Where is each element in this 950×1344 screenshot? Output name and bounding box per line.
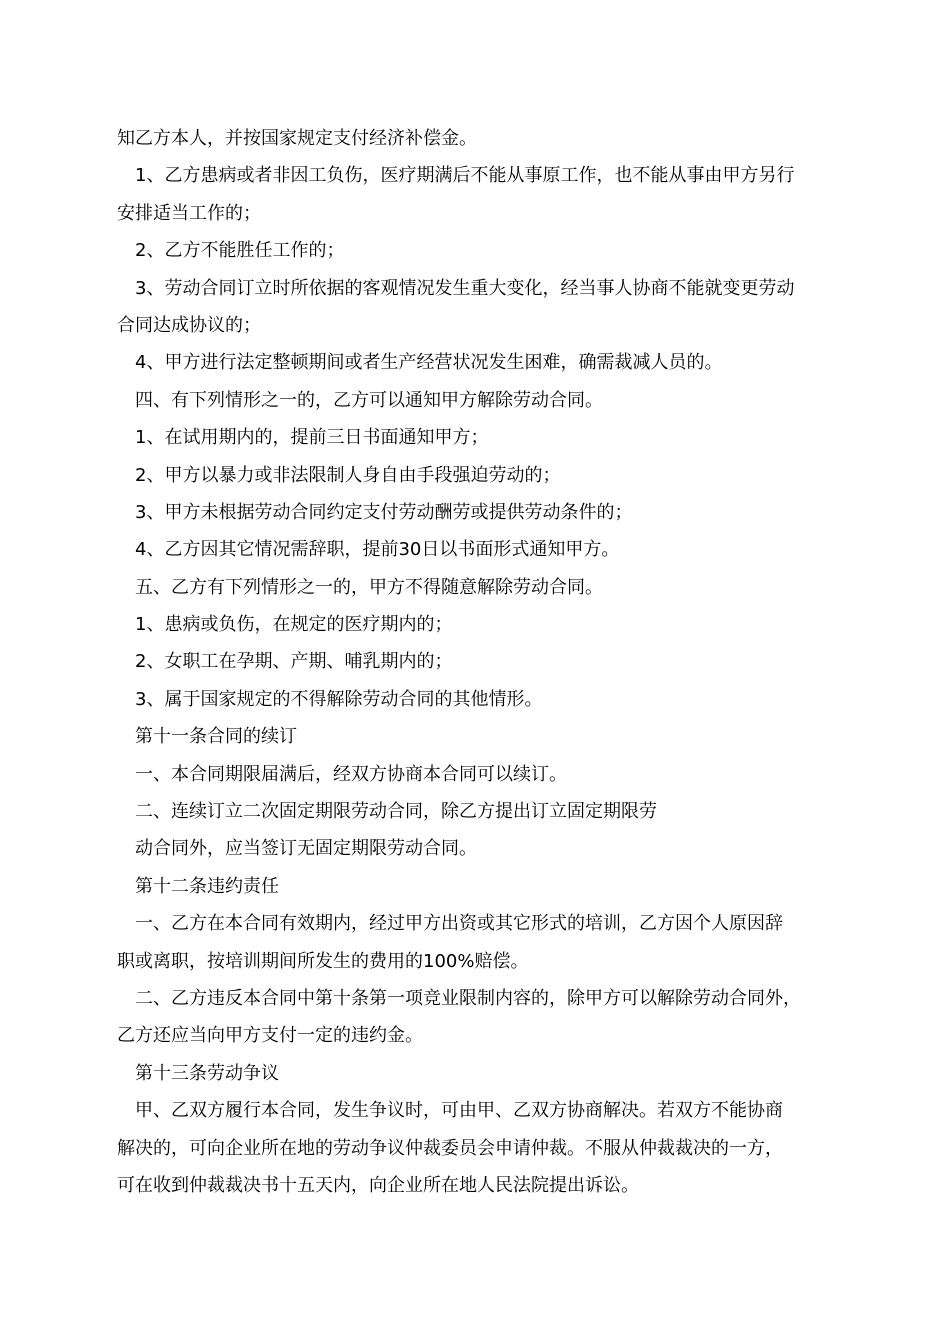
- paragraph-line: 甲、乙双方履行本合同，发生争议时，可由甲、乙双方协商解决。若双方不能协商: [135, 1100, 783, 1122]
- paragraph-line: 2、女职工在孕期、产期、哺乳期内的；: [135, 651, 453, 673]
- paragraph-line: 解决的，可向企业所在地的劳动争议仲裁委员会申请仲裁。不服从仲裁裁决的一方，: [117, 1137, 783, 1159]
- paragraph-line: 第十三条劳动争议: [135, 1062, 279, 1084]
- paragraph-line: 动合同外，应当签订无固定期限劳动合同。: [135, 838, 477, 860]
- paragraph-line: 五、乙方有下列情形之一的，甲方不得随意解除劳动合同。: [135, 576, 603, 598]
- paragraph-line: 1、患病或负伤，在规定的医疗期内的；: [135, 614, 453, 636]
- paragraph-line: 乙方还应当向甲方支付一定的违约金。: [117, 1025, 423, 1047]
- paragraph-line: 二、连续订立二次固定期限劳动合同，除乙方提出订立固定期限劳: [135, 801, 657, 823]
- paragraph-line: 安排适当工作的；: [117, 202, 261, 224]
- paragraph-line: 4、乙方因其它情况需辞职，提前30日以书面形式通知甲方。: [135, 539, 620, 561]
- paragraph-line: 四、有下列情形之一的，乙方可以通知甲方解除劳动合同。: [135, 389, 603, 411]
- paragraph-line: 知乙方本人，并按国家规定支付经济补偿金。: [117, 128, 477, 149]
- paragraph-line: 3、甲方未根据劳动合同约定支付劳动酬劳或提供劳动条件的；: [135, 501, 633, 523]
- paragraph-line: 职或离职，按培训期间所发生的费用的100%赔偿。: [117, 950, 529, 972]
- paragraph-line: 一、本合同期限届满后，经双方协商本合同可以续订。: [135, 763, 567, 785]
- paragraph-line: 第十二条违约责任: [135, 875, 279, 897]
- paragraph-line: 二、乙方违反本合同中第十条第一项竞业限制内容的，除甲方可以解除劳动合同外，: [135, 987, 801, 1009]
- paragraph-line: 2、乙方不能胜任工作的；: [135, 240, 345, 262]
- paragraph-line: 4、甲方进行法定整顿期间或者生产经营状况发生困难，确需裁减人员的。: [135, 352, 723, 374]
- paragraph-line: 1、乙方患病或者非因工负伤，医疗期满后不能从事原工作，也不能从事由甲方另行: [135, 165, 795, 187]
- paragraph-line: 1、在试用期内的，提前三日书面通知甲方；: [135, 427, 489, 449]
- paragraph-line: 合同达成协议的；: [117, 314, 261, 336]
- paragraph-line: 可在收到仲裁裁决书十五天内，向企业所在地人民法院提出诉讼。: [117, 1174, 639, 1196]
- paragraph-line: 3、劳动合同订立时所依据的客观情况发生重大变化，经当事人协商不能就变更劳动: [135, 277, 795, 299]
- document-body: [117, 120, 837, 1204]
- paragraph-line: 2、甲方以暴力或非法限制人身自由手段强迫劳动的；: [135, 464, 561, 486]
- paragraph-line: 第十一条合同的续订: [135, 726, 297, 748]
- paragraph-line: 一、乙方在本合同有效期内，经过甲方出资或其它形式的培训，乙方因个人原因辞: [135, 913, 783, 935]
- paragraph-line: 3、属于国家规定的不得解除劳动合同的其他情形。: [135, 688, 543, 710]
